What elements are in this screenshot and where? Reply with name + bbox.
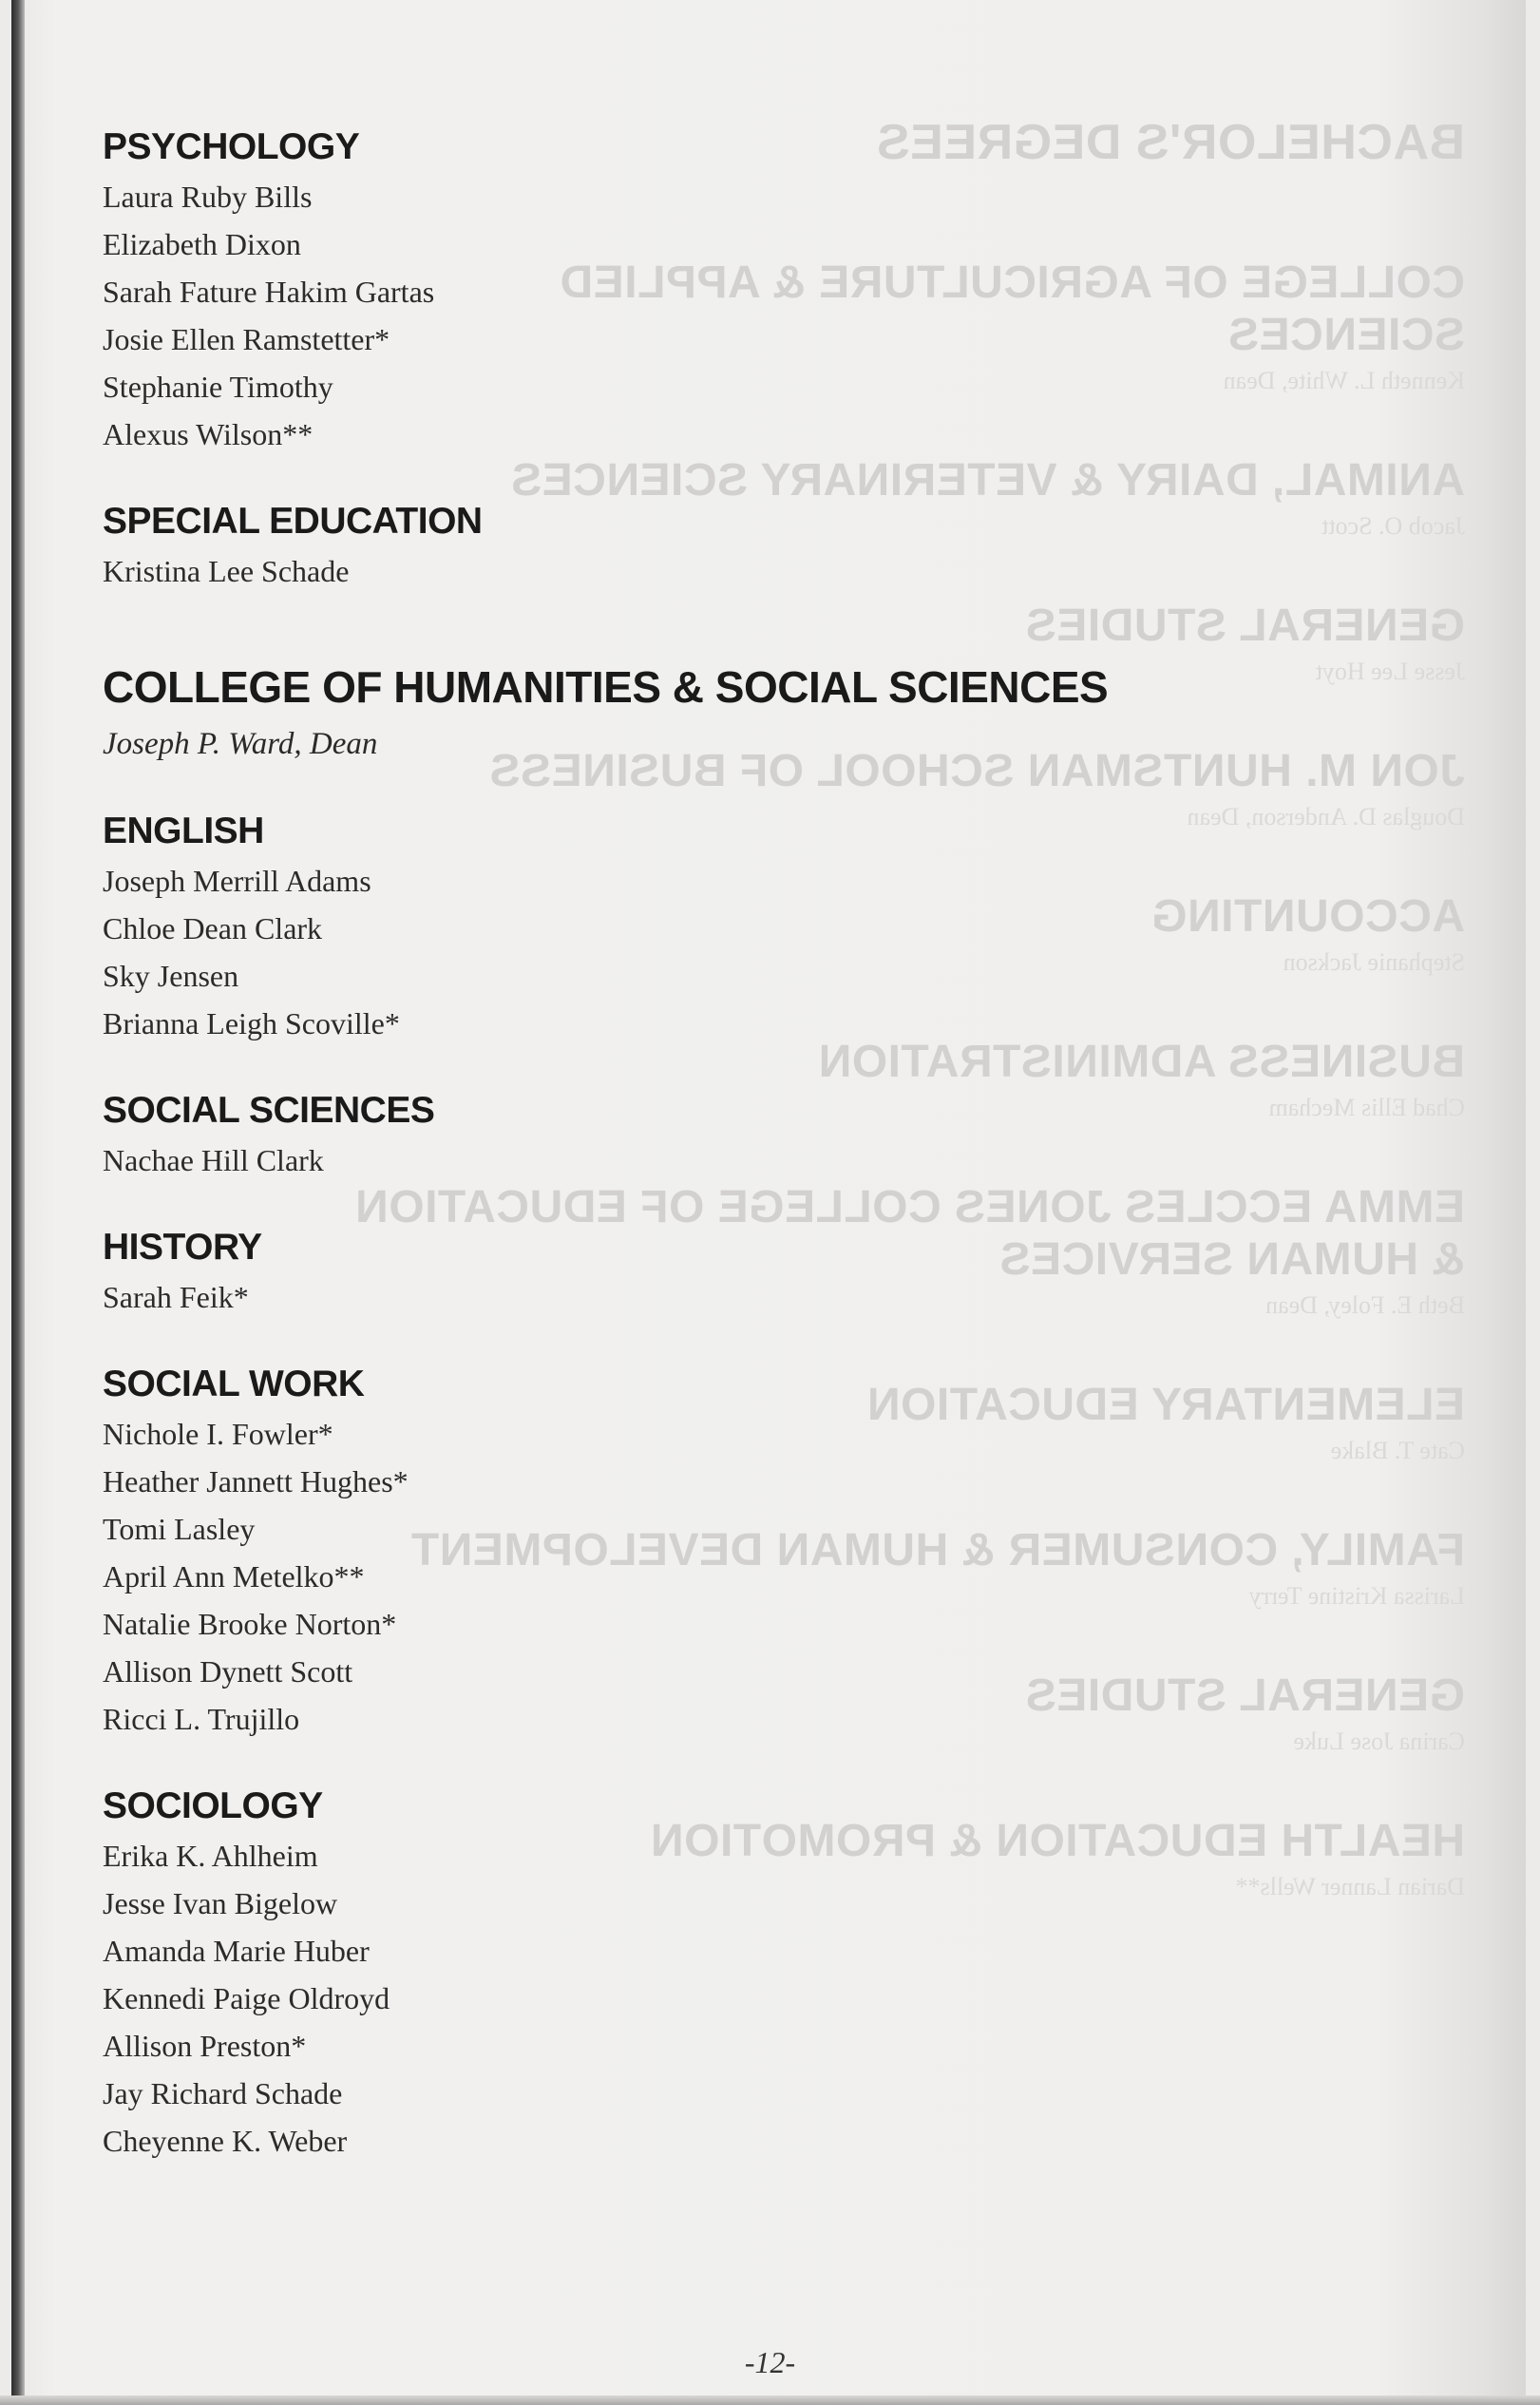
department-section (103, 500, 1243, 595)
top-sections (103, 125, 1243, 595)
graduate-name: Elizabeth Dixon (103, 227, 301, 261)
graduate-name: Erika K. Ahlheim (103, 1839, 318, 1873)
graduate-name: Amanda Marie Huber (103, 1934, 370, 1968)
graduate-name: Brianna Leigh Scoville* (103, 1006, 400, 1040)
graduate-name: Chloe Dean Clark (103, 911, 323, 945)
bleed-through-text: BACHELOR'S DEGREES COLLEGE OF AGRICULTURE & APPLIED SCIENCES Kenneth L. White, Dean ANIMAL, DAIRY & VETERINARY SCIENCES Jacob O. Scott GENERAL STUDIES Jesse Lee Hoyt JON M. HUNTSMAN SCHOOL OF BUSINESS Douglas D. Anderson, Dean ACCOUNTING Stephanie Jackson BUSINESS ADMINISTRATION Chad Ellis Mecham EMMA ECCLES JONES COLLEGE OF EDUCATION & HUMAN SERVICES Beth E. Foley, Dean ELEMENTARY EDUCATION Cate T. Blake FAMILY, CONSUMER & HUMAN DEVELOPMENT Larissa Kristine Terry GENERAL STUDIES Carina Jose Luke HEALTH EDUCATION & PROMOTION Darian Lanner Wells** (354, 115, 1465, 1900)
graduate-name: Allison Dynett Scott (103, 1654, 353, 1689)
department-heading: SPECIAL EDUCATION (103, 501, 483, 542)
college-dean: Joseph P. Ward, Dean (103, 727, 378, 761)
department-heading: SOCIAL SCIENCES (103, 1090, 435, 1131)
graduate-name: Nichole I. Fowler* (103, 1417, 333, 1451)
graduate-name: Laura Ruby Bills (103, 180, 313, 214)
graduate-name: Jay Richard Schade (103, 2076, 343, 2110)
department-section (103, 1226, 1243, 1321)
college-sections (103, 810, 1243, 2165)
graduate-name: Nachae Hill Clark (103, 1143, 324, 1177)
page-bottom-edge (0, 2395, 1540, 2405)
department-section (103, 125, 1243, 458)
department-section (103, 1785, 1243, 2165)
college-title: COLLEGE OF HUMANITIES & SOCIAL SCIENCES (103, 662, 1109, 712)
graduate-name: Kennedi Paige Oldroyd (103, 1981, 390, 2015)
department-heading: HISTORY (103, 1227, 262, 1268)
department-heading: PSYCHOLOGY (103, 126, 360, 167)
graduate-name: April Ann Metelko** (103, 1559, 365, 1594)
department-section (103, 1363, 1243, 1743)
graduate-name: Stephanie Timothy (103, 370, 333, 404)
graduate-name: Alexus Wilson** (103, 417, 314, 451)
department-section (103, 810, 1243, 1047)
graduate-name: Kristina Lee Schade (103, 554, 350, 588)
graduate-name: Sarah Fature Hakim Gartas (103, 275, 435, 309)
graduate-name: Sarah Feik* (103, 1280, 249, 1314)
graduate-name: Jesse Ivan Bigelow (103, 1886, 338, 1920)
department-heading: SOCIAL WORK (103, 1364, 365, 1404)
graduate-name: Joseph Merrill Adams (103, 864, 371, 898)
graduate-name: Josie Ellen Ramstetter* (103, 322, 390, 356)
department-section (103, 1089, 1243, 1184)
graduate-name: Sky Jensen (103, 959, 239, 993)
department-heading: ENGLISH (103, 811, 264, 851)
graduate-name: Heather Jannett Hughes* (103, 1464, 409, 1498)
page-number: -12- (744, 2345, 796, 2379)
graduate-name: Tomi Lasley (103, 1512, 256, 1546)
graduate-name: Allison Preston* (103, 2029, 307, 2063)
graduate-name: Natalie Brooke Norton* (103, 1607, 397, 1641)
page-binding-edge (11, 0, 25, 2405)
graduate-name: Cheyenne K. Weber (103, 2124, 348, 2158)
graduate-name: Ricci L. Trujillo (103, 1702, 300, 1736)
department-heading: SOCIOLOGY (103, 1785, 323, 1826)
graduates-list (103, 125, 1243, 2206)
college-block (103, 661, 1243, 2165)
